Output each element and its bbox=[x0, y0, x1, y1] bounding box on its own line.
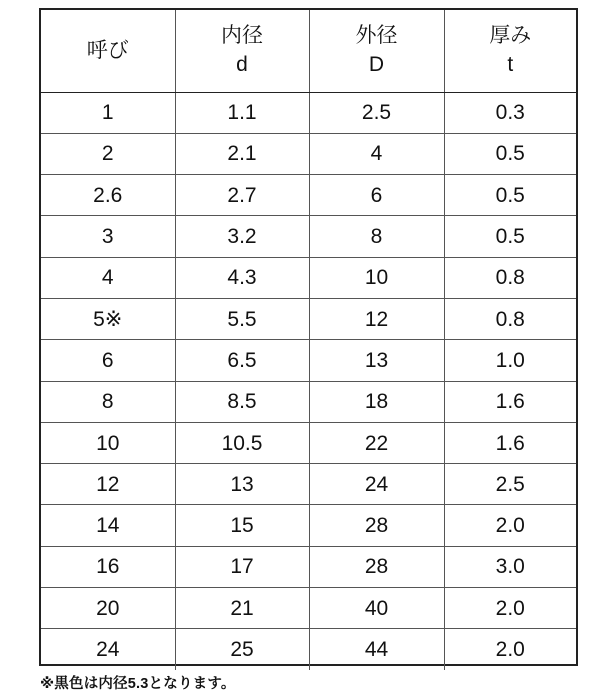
cell-thickness: 1.0 bbox=[444, 340, 576, 381]
cell-inner-diameter: 13 bbox=[175, 464, 309, 505]
cell-inner-diameter: 1.1 bbox=[175, 92, 309, 133]
cell-thickness: 2.0 bbox=[444, 588, 576, 629]
cell-nominal: 5※ bbox=[41, 298, 175, 339]
table-header bbox=[41, 10, 576, 92]
header-outer-diameter-label: 外径 bbox=[355, 24, 398, 48]
cell-inner-diameter: 6.5 bbox=[175, 340, 309, 381]
cell-inner-diameter: 5.5 bbox=[175, 298, 309, 339]
cell-nominal: 3 bbox=[41, 216, 175, 257]
cell-outer-diameter: 44 bbox=[309, 629, 444, 670]
table-row bbox=[41, 92, 576, 133]
header-nominal-label: 呼び bbox=[86, 38, 129, 62]
size-table-container bbox=[39, 8, 578, 666]
cell-nominal: 16 bbox=[41, 546, 175, 587]
table-row bbox=[41, 340, 576, 381]
cell-nominal: 2 bbox=[41, 133, 175, 174]
header-outer-diameter-symbol: D bbox=[368, 52, 385, 76]
cell-outer-diameter: 28 bbox=[309, 505, 444, 546]
header-row bbox=[41, 10, 576, 92]
cell-nominal: 10 bbox=[41, 422, 175, 463]
header-inner-diameter-label: 内径 bbox=[221, 24, 263, 48]
footnote: ※黒色は内径5.3となります。 bbox=[40, 676, 236, 692]
cell-nominal: 1 bbox=[41, 92, 175, 133]
cell-outer-diameter: 22 bbox=[309, 422, 444, 463]
cell-thickness: 1.6 bbox=[444, 381, 576, 422]
cell-thickness: 1.6 bbox=[444, 422, 576, 463]
cell-thickness: 0.5 bbox=[444, 133, 576, 174]
table-row bbox=[41, 298, 576, 339]
header-inner-diameter-symbol: d bbox=[236, 52, 248, 76]
header-inner-diameter bbox=[175, 10, 309, 92]
cell-inner-diameter: 8.5 bbox=[175, 381, 309, 422]
cell-thickness: 2.0 bbox=[444, 505, 576, 546]
cell-nominal: 14 bbox=[41, 505, 175, 546]
table-row bbox=[41, 505, 576, 546]
cell-thickness: 0.8 bbox=[444, 298, 576, 339]
cell-thickness: 0.5 bbox=[444, 175, 576, 216]
cell-nominal: 4 bbox=[41, 257, 175, 298]
cell-outer-diameter: 28 bbox=[309, 546, 444, 587]
table-body bbox=[41, 92, 576, 670]
table-row bbox=[41, 464, 576, 505]
cell-thickness: 2.5 bbox=[444, 464, 576, 505]
cell-inner-diameter: 15 bbox=[175, 505, 309, 546]
cell-nominal: 20 bbox=[41, 588, 175, 629]
header-nominal bbox=[41, 10, 175, 92]
cell-inner-diameter: 21 bbox=[175, 588, 309, 629]
table-row bbox=[41, 588, 576, 629]
table-row bbox=[41, 546, 576, 587]
cell-outer-diameter: 12 bbox=[309, 298, 444, 339]
cell-outer-diameter: 4 bbox=[309, 133, 444, 174]
cell-thickness: 3.0 bbox=[444, 546, 576, 587]
cell-thickness: 2.0 bbox=[444, 629, 576, 670]
cell-nominal: 8 bbox=[41, 381, 175, 422]
header-outer-diameter bbox=[309, 10, 444, 92]
header-thickness bbox=[444, 10, 576, 92]
table-row bbox=[41, 175, 576, 216]
cell-inner-diameter: 3.2 bbox=[175, 216, 309, 257]
cell-inner-diameter: 2.7 bbox=[175, 175, 309, 216]
cell-thickness: 0.5 bbox=[444, 216, 576, 257]
table-row bbox=[41, 422, 576, 463]
table-row bbox=[41, 216, 576, 257]
cell-outer-diameter: 6 bbox=[309, 175, 444, 216]
cell-inner-diameter: 17 bbox=[175, 546, 309, 587]
cell-outer-diameter: 40 bbox=[309, 588, 444, 629]
cell-outer-diameter: 18 bbox=[309, 381, 444, 422]
table-row bbox=[41, 629, 576, 670]
cell-inner-diameter: 25 bbox=[175, 629, 309, 670]
cell-outer-diameter: 13 bbox=[309, 340, 444, 381]
cell-thickness: 0.3 bbox=[444, 92, 576, 133]
size-table bbox=[41, 10, 576, 670]
cell-nominal: 24 bbox=[41, 629, 175, 670]
cell-nominal: 2.6 bbox=[41, 175, 175, 216]
table-row bbox=[41, 133, 576, 174]
table-row bbox=[41, 257, 576, 298]
table-row bbox=[41, 381, 576, 422]
cell-outer-diameter: 24 bbox=[309, 464, 444, 505]
cell-inner-diameter: 10.5 bbox=[175, 422, 309, 463]
cell-nominal: 12 bbox=[41, 464, 175, 505]
header-thickness-symbol: t bbox=[507, 52, 514, 76]
cell-outer-diameter: 10 bbox=[309, 257, 444, 298]
cell-inner-diameter: 4.3 bbox=[175, 257, 309, 298]
cell-thickness: 0.8 bbox=[444, 257, 576, 298]
cell-nominal: 6 bbox=[41, 340, 175, 381]
cell-outer-diameter: 8 bbox=[309, 216, 444, 257]
header-thickness-label: 厚み bbox=[489, 24, 532, 48]
cell-inner-diameter: 2.1 bbox=[175, 133, 309, 174]
cell-outer-diameter: 2.5 bbox=[309, 92, 444, 133]
